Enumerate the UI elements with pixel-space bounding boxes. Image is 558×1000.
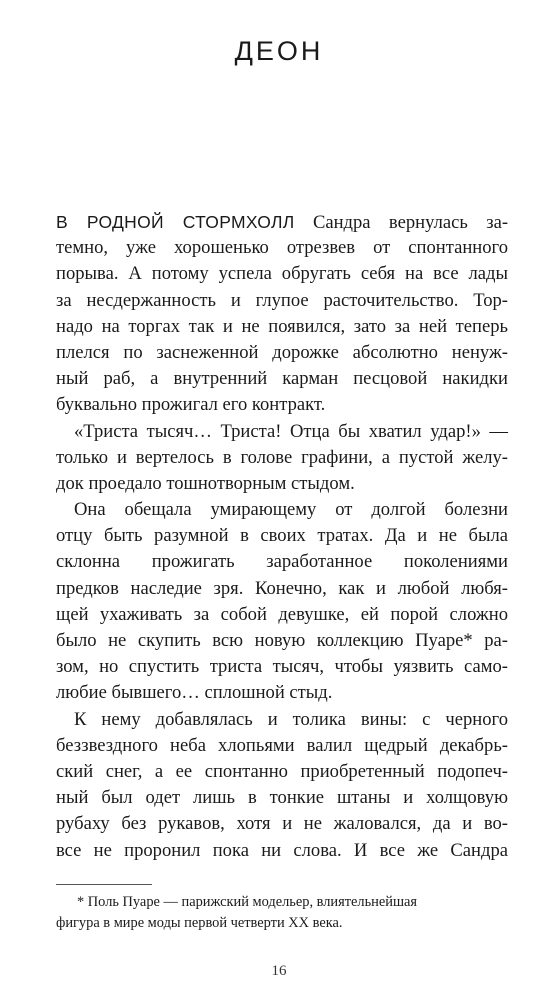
chapter-title: ДЕОН: [234, 36, 324, 66]
lead-in-caps: В РОДНОЙ СТОРМХОЛЛ: [56, 212, 295, 232]
page-number: 16: [271, 963, 287, 979]
text-line: порыва. А потому успела обругать себя на все лады: [56, 263, 508, 285]
text-line: предков наследие зря. Конечно, как и любой любя-: [56, 577, 508, 599]
text-line: темно, уже хорошенько отрезвев от спонтанного: [56, 237, 508, 259]
footnote-line: фигура в мире моды первой четверти XX века.: [56, 915, 343, 931]
text-line: ный раб, а внутренний карман песцовой накидки: [56, 368, 508, 390]
text-line: зом, но спустить триста тысяч, чтобы уязвить само-: [56, 656, 508, 678]
text-line: буквально прожигал его контракт.: [56, 394, 326, 416]
text-line: за несдержанность и глупое расточительство. Тор-: [56, 289, 508, 311]
text-line: плелся по заснеженной дорожке абсолютно ненуж-: [56, 341, 508, 363]
text-line: надо на торгах так и не появился, зато за ней теперь: [56, 315, 508, 337]
text-line: было не скупить всю новую коллекцию Пуаре* ра-: [56, 630, 508, 651]
footnote-line: * Поль Пуаре — парижский модельер, влиятельнейшая: [77, 894, 418, 910]
text-line: только и вертелось в голове графини, а пустой желу-: [56, 446, 508, 468]
text-line: любие бывшего… сплошной стыд.: [56, 682, 333, 704]
footnote: [56, 892, 508, 934]
text-line: отцу быть разумной в своих тратах. Да и не была: [56, 525, 508, 547]
text-line: беззвездного неба хлопьями валил щедрый декабрь-: [56, 734, 508, 756]
text-line: В РОДНОЙ СТОРМХОЛЛ Сандра вернулась за-: [56, 212, 509, 233]
text-line: ский снег, а ее спонтанно приобретенный подопеч-: [56, 760, 508, 782]
text-line: щей ухаживать за собой девушке, ей порой сложно: [56, 603, 508, 625]
body-text: [56, 209, 508, 864]
text-line: Она обещала умирающему от долгой болезни: [74, 499, 508, 521]
text-line: док проедало тошнотворным стыдом.: [56, 472, 355, 494]
text-line: рубаху без рукавов, хотя и не жаловался, да и во-: [56, 813, 508, 835]
footnote-divider: [56, 884, 152, 885]
text-line: склонна прожигать заработанное поколениями: [56, 551, 508, 573]
text-line: «Триста тысяч… Триста! Отца бы хватил удар!» —: [74, 420, 508, 442]
text-line: ный был одет лишь в тонкие штаны и холщовую: [56, 787, 508, 809]
text-line: К нему добавлялась и толика вины: с черного: [74, 708, 508, 730]
text-line: все не проронил пока ни слова. И все же Сандра: [56, 839, 508, 861]
